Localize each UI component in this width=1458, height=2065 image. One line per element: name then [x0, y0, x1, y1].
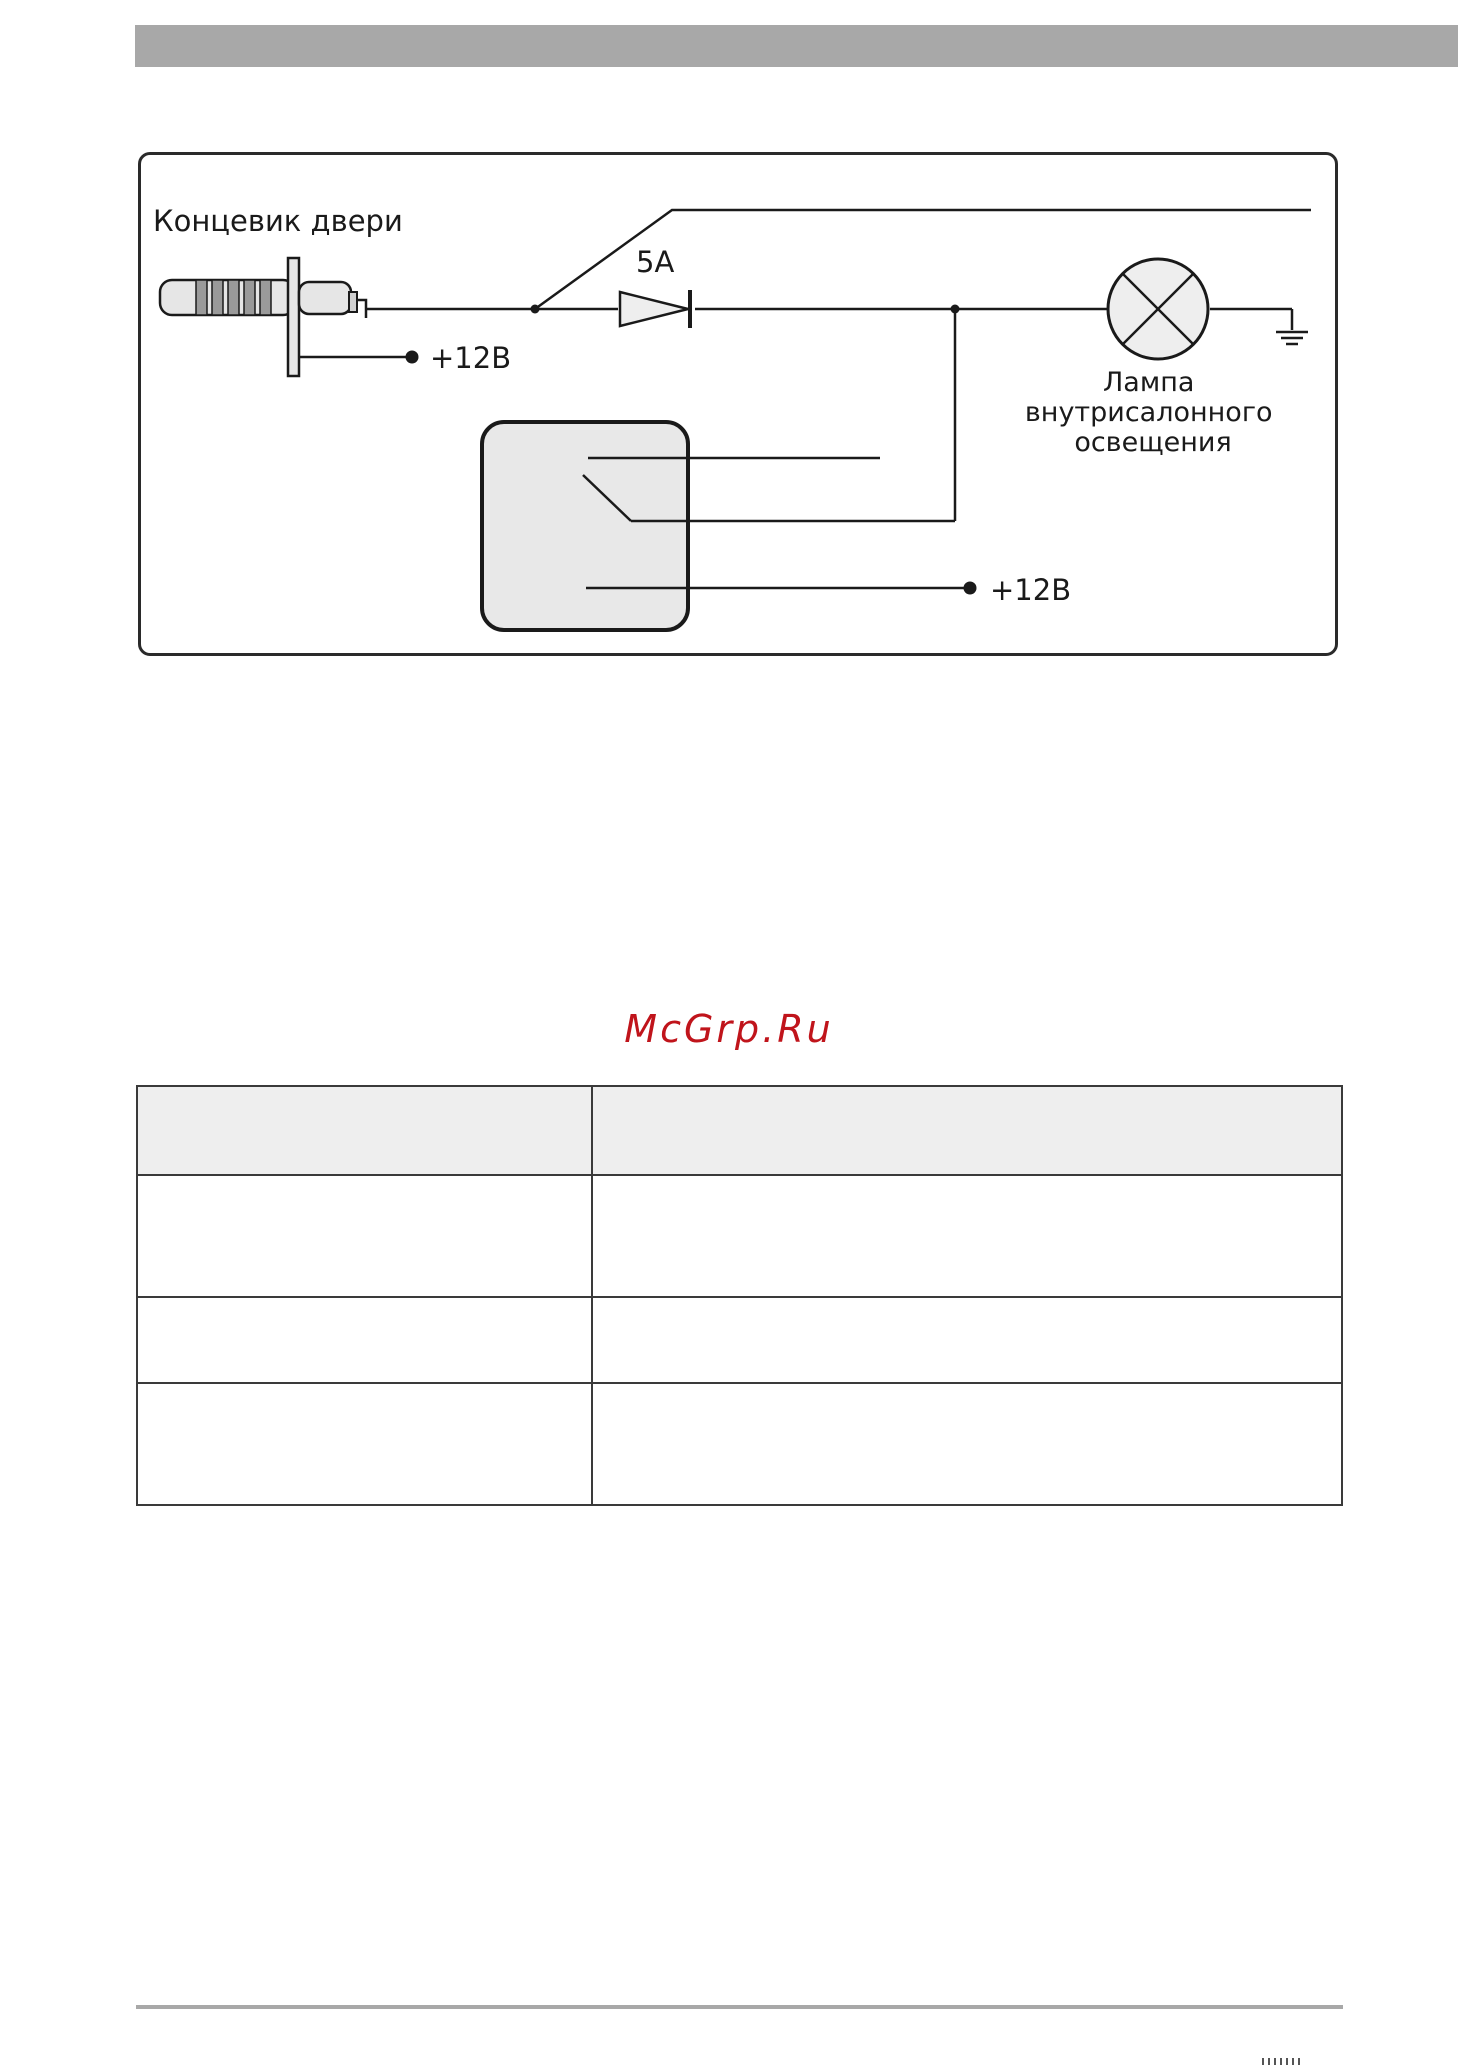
- ground-icon: [1276, 332, 1308, 344]
- table-cell: [592, 1297, 1342, 1383]
- junction-dot: [951, 305, 960, 314]
- plus12v-label-bottom: +12В: [990, 573, 1072, 607]
- plus12v-label-top: +12В: [430, 341, 512, 375]
- table-cell: [592, 1383, 1342, 1505]
- watermark: McGrp.Ru: [624, 1007, 834, 1051]
- door-switch-label: Концевик двери: [153, 204, 403, 238]
- spec-table: [136, 1085, 1343, 1506]
- diode-icon: [620, 290, 690, 328]
- junction-dot: [531, 305, 540, 314]
- lamp-label: Лампа внутрисалонного освещения: [1024, 367, 1273, 458]
- table-row: [137, 1297, 1342, 1383]
- lamp-icon: [1108, 259, 1208, 359]
- door-switch-icon: [160, 258, 366, 376]
- page-footer-rule: [136, 2005, 1343, 2009]
- diode-rating-label: 5А: [636, 245, 675, 279]
- table-cell: [137, 1175, 592, 1297]
- table-row: [137, 1175, 1342, 1297]
- table-row: [137, 1383, 1342, 1505]
- relay-block: [482, 422, 688, 630]
- wiring-diagram: [0, 0, 1458, 700]
- footer-tick-marks: [1262, 2058, 1302, 2065]
- table-header-cell: [592, 1086, 1342, 1175]
- table-header-row: [137, 1086, 1342, 1175]
- table-cell: [592, 1175, 1342, 1297]
- table-header-cell: [137, 1086, 592, 1175]
- table-cell: [137, 1297, 592, 1383]
- terminal-dot: [964, 582, 977, 595]
- terminal-dot: [406, 351, 419, 364]
- table-cell: [137, 1383, 592, 1505]
